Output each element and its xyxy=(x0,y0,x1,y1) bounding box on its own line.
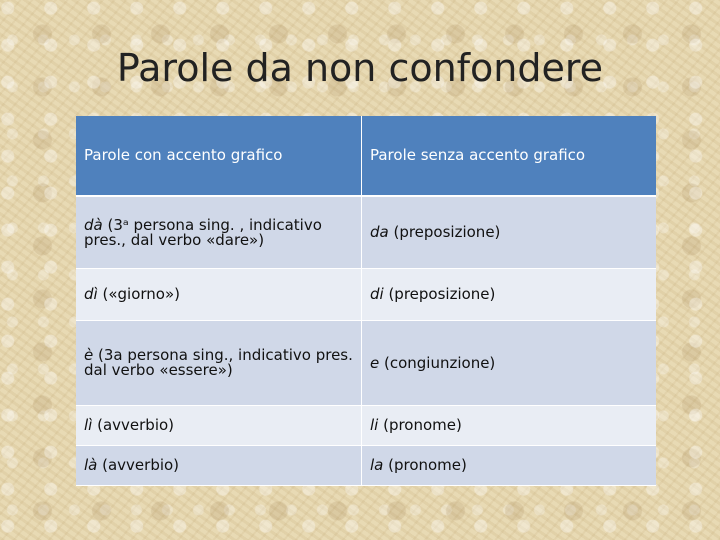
word-note: (3a persona sing., indicativo pres. dal verbo «essere») xyxy=(84,346,353,379)
header-without-accent: Parole senza accento grafico xyxy=(361,116,656,196)
unaccented-word: la xyxy=(369,456,384,474)
table-row xyxy=(76,446,656,486)
accented-word: dì xyxy=(84,285,98,303)
table-row xyxy=(76,321,656,406)
header-with-accent: Parole con accento grafico xyxy=(76,116,361,196)
cell-accented xyxy=(76,321,361,406)
cell-accented xyxy=(76,269,361,321)
accented-word: dà xyxy=(84,215,103,234)
cell-unaccented xyxy=(361,196,656,269)
slide-title: Parole da non confondere xyxy=(116,46,604,90)
table-row xyxy=(76,406,656,446)
cell-unaccented xyxy=(361,321,656,406)
unaccented-word: e xyxy=(369,353,380,372)
word-note: (pronome) xyxy=(383,456,467,474)
accented-word: è xyxy=(84,346,94,364)
unaccented-word: li xyxy=(369,416,379,434)
table-row xyxy=(76,196,656,269)
accented-word: lì xyxy=(84,416,93,434)
word-note: («giorno») xyxy=(97,285,180,303)
unaccented-word: da xyxy=(369,223,389,241)
cell-unaccented xyxy=(361,406,656,446)
word-note: (pronome) xyxy=(378,416,462,434)
cell-unaccented xyxy=(361,446,656,486)
comparison-table xyxy=(76,116,656,486)
word-note: (preposizione) xyxy=(388,223,501,241)
unaccented-word: di xyxy=(369,285,384,303)
table-header-row xyxy=(76,116,656,196)
cell-accented xyxy=(76,446,361,486)
accented-word: là xyxy=(84,456,98,474)
table-row xyxy=(76,269,656,321)
cell-unaccented xyxy=(361,269,656,321)
word-note: (3ᵃ persona sing. , indicativo pres., dal verbo «dare») xyxy=(84,215,322,249)
word-note: (preposizione) xyxy=(383,285,496,303)
cell-accented xyxy=(76,406,361,446)
cell-accented xyxy=(76,196,361,269)
word-note: (congiunzione) xyxy=(379,353,496,372)
word-note: (avverbio) xyxy=(97,456,180,474)
word-note: (avverbio) xyxy=(92,416,175,434)
